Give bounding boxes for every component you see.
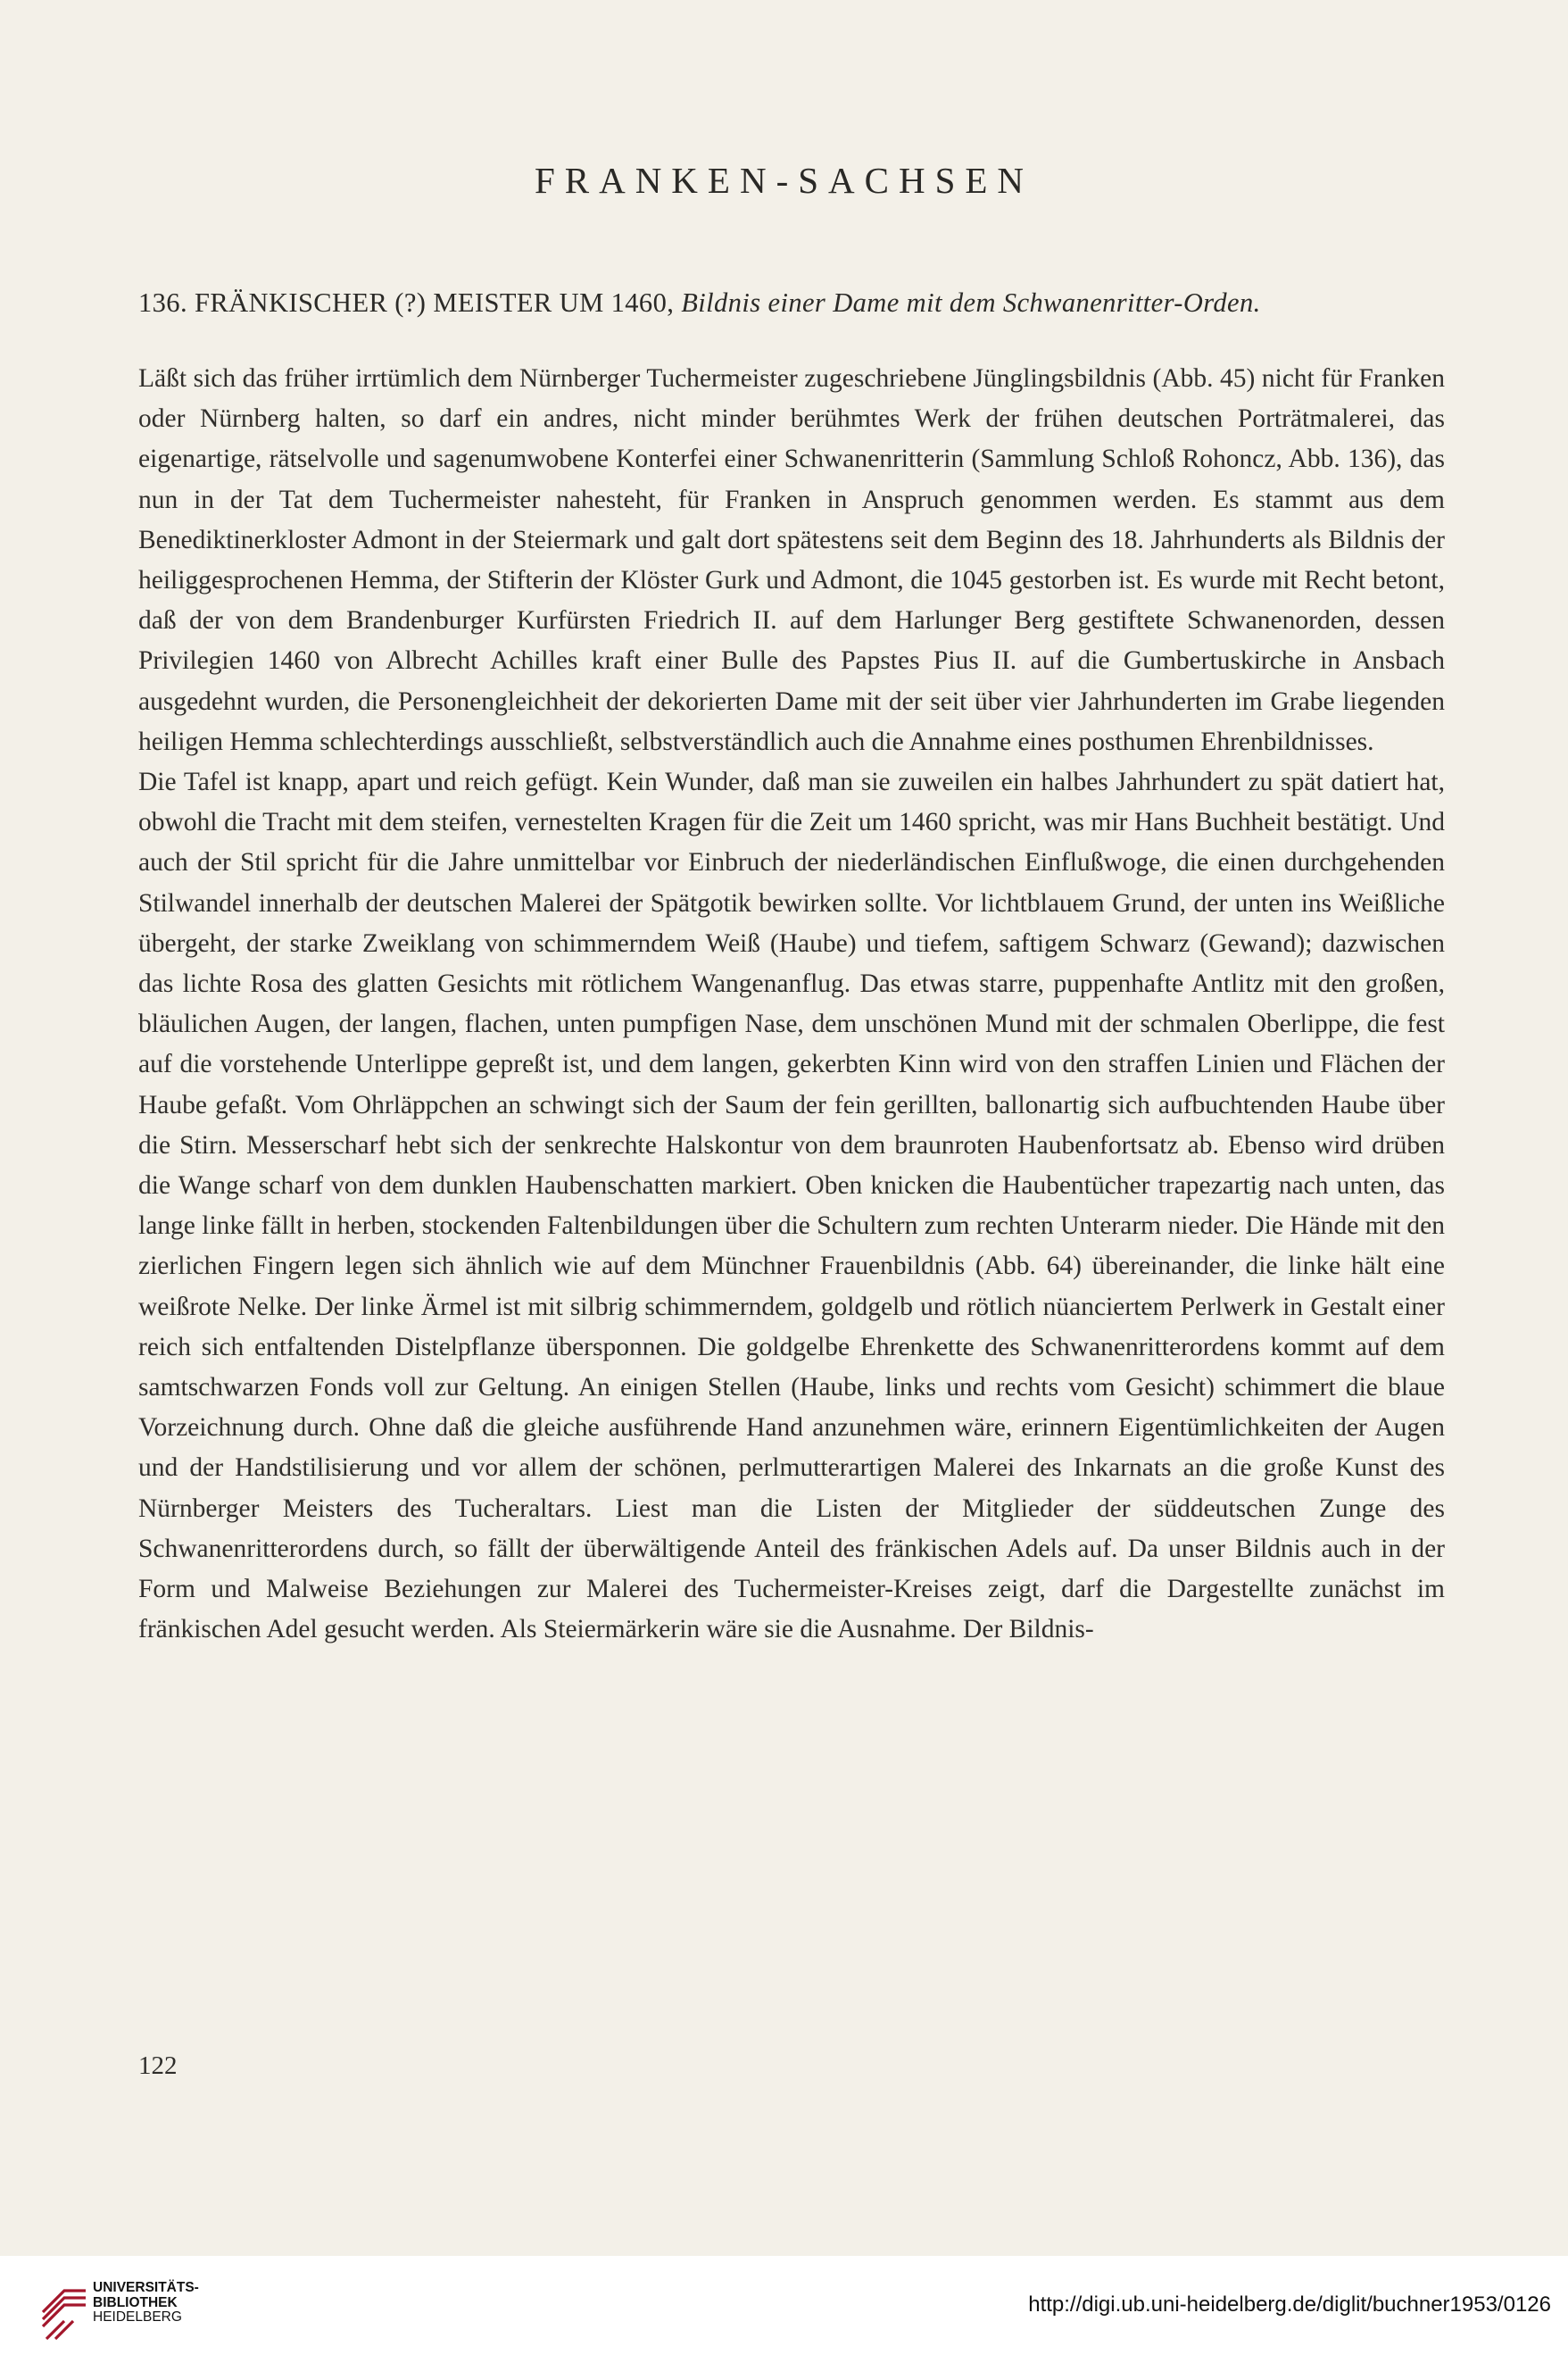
entry-heading-label: 136. FRÄNKISCHER (?) MEISTER UM 1460, xyxy=(138,287,675,318)
library-name-line-3: HEIDELBERG xyxy=(93,2309,182,2325)
page-number: 122 xyxy=(138,2051,178,2080)
running-head: FRANKEN-SACHSEN xyxy=(534,160,1034,201)
paragraph-1: Läßt sich das früher irrtümlich dem Nürnberger Tuchermeister zugeschriebene Jünglingsbildnis (Abb. 45) nicht für Franken oder Nürnberg halten, so darf ein andres, nicht minder berühmtes Werk der frühen deutschen Porträtmalerei, das eigenartige, rätselvolle und sagenumwobene Konterfei einer Schwanenritterin (Sammlung Schloß Rohoncz, Abb. 136), das nun in der Tat dem Tuchermeister nahesteht, für Franken in Anspruch genommen werden. Es stammt aus dem Benediktinerkloster Admont in der Steiermark und galt dort spätestens seit dem Beginn des 18. Jahrhunderts als Bildnis der heiliggesprochenen Hemma, der Stifterin der Klöster Gurk und Admont, die 1045 gestorben ist. Es wurde mit Recht betont, daß der von dem Brandenburger Kurfürsten Friedrich II. auf dem Harlunger Berg gestiftete Schwanenorden, dessen Privilegien 1460 von Albrecht Achilles kraft einer Bulle des Papstes Pius II. auf die Gumbertuskirche in Ansbach ausgedehnt wurden, die Personengleichheit der dekorierten Dame mit der seit über vier Jahrhunderten im Grabe liegenden heiligen Hemma schlechterdings ausschließt, selbstverständlich auch die Annahme eines posthumen Ehrenbildnisses. xyxy=(138,364,1445,756)
entry-heading xyxy=(138,287,1432,319)
paragraph-2: Die Tafel ist knapp, apart und reich gefügt. Kein Wunder, daß man sie zuweilen ein halbes Jahrhundert zu spät datiert hat, obwohl die Tracht mit dem steifen, vernestelten Kragen für die Zeit um 1460 spricht, was mir Hans Buchheit bestätigt. Und auch der Stil spricht für die Jahre unmittelbar vor Einbruch der niederländischen Einflußwoge, die einen durchgehenden Stilwandel innerhalb der deutschen Malerei der Spätgotik bewirken sollte. Vor lichtblauem Grund, der unten ins Weißliche übergeht, der starke Zweiklang von schimmerndem Weiß (Haube) und tiefem, saftigem Schwarz (Gewand); dazwischen das lichte Rosa des glatten Gesichts mit rötlichem Wangenanflug. Das etwas starre, puppenhafte Antlitz mit den großen, bläulichen Augen, der langen, flachen, unten pumpfigen Nase, dem unschönen Mund mit der schmalen Oberlippe, die fest auf die vorstehende Unterlippe gepreßt ist, und dem langen, gekerbten Kinn wird von den straffen Linien und Flächen der Haube gefaßt. Vom Ohrläppchen an schwingt sich der Saum der fein gerillten, ballonartig sich aufbuchtenden Haube über die Stirn. Messerscharf hebt sich der senkrechte Halskontur von dem braunroten Haubenfortsatz ab. Ebenso wird drüben die Wange scharf von dem dunklen Haubenschatten markiert. Oben knicken die Haubentücher trapezartig nach unten, das lange linke fällt in herben, stockenden Faltenbildungen über die Schultern zum rechten Unterarm nieder. Die Hände mit den zierlichen Fingern legen sich ähnlich wie auf dem Münchner Frauenbildnis (Abb. 64) übereinander, die linke hält eine weißrote Nelke. Der linke Ärmel ist mit silbrig schimmerndem, goldgelb und rötlich nüanciertem Perlwerk in Gestalt einer reich sich entfaltenden Distelpflanze übersponnen. Die goldgelbe Ehrenkette des Schwanenritterordens kommt auf dem samtschwarzen Fonds voll zur Geltung. An einigen Stellen (Haube, links und rechts vom Gesicht) schimmert die blaue Vorzeichnung durch. Ohne daß die gleiche ausführende Hand anzunehmen wäre, erinnern Eigentümlichkeiten der Augen und der Handstilisierung und vor allem der schönen, perlmutterartigen Malerei des Inkarnats an die große Kunst des Nürnberger Meisters des Tucheraltars. Liest man die Listen der Mitglieder der süddeutschen Zunge des Schwanenritterordens durch, so fällt der überwältigende Anteil des fränkischen Adels auf. Da unser Bildnis auch in der Form und Malweise Beziehungen zur Malerei des Tuchermeister-Kreises zeigt, darf die Dargestellte zunächst im fränkischen Adel gesucht werden. Als Steiermärkerin wäre sie die Ausnahme. Der Bildnis- xyxy=(138,768,1445,1644)
university-library-logo-icon xyxy=(37,2264,89,2344)
source-url-link[interactable]: http://digi.ub.uni-heidelberg.de/diglit/buchner1953/0126 xyxy=(1028,2292,1551,2317)
library-name xyxy=(93,2281,199,2326)
entry-title: Bildnis einer Dame mit dem Schwanenritter-Orden. xyxy=(681,287,1261,318)
library-name-line-1: UNIVERSITÄTS- xyxy=(93,2280,199,2295)
library-name-line-2: BIBLIOTHEK xyxy=(93,2294,178,2310)
body-text xyxy=(138,359,1445,1651)
